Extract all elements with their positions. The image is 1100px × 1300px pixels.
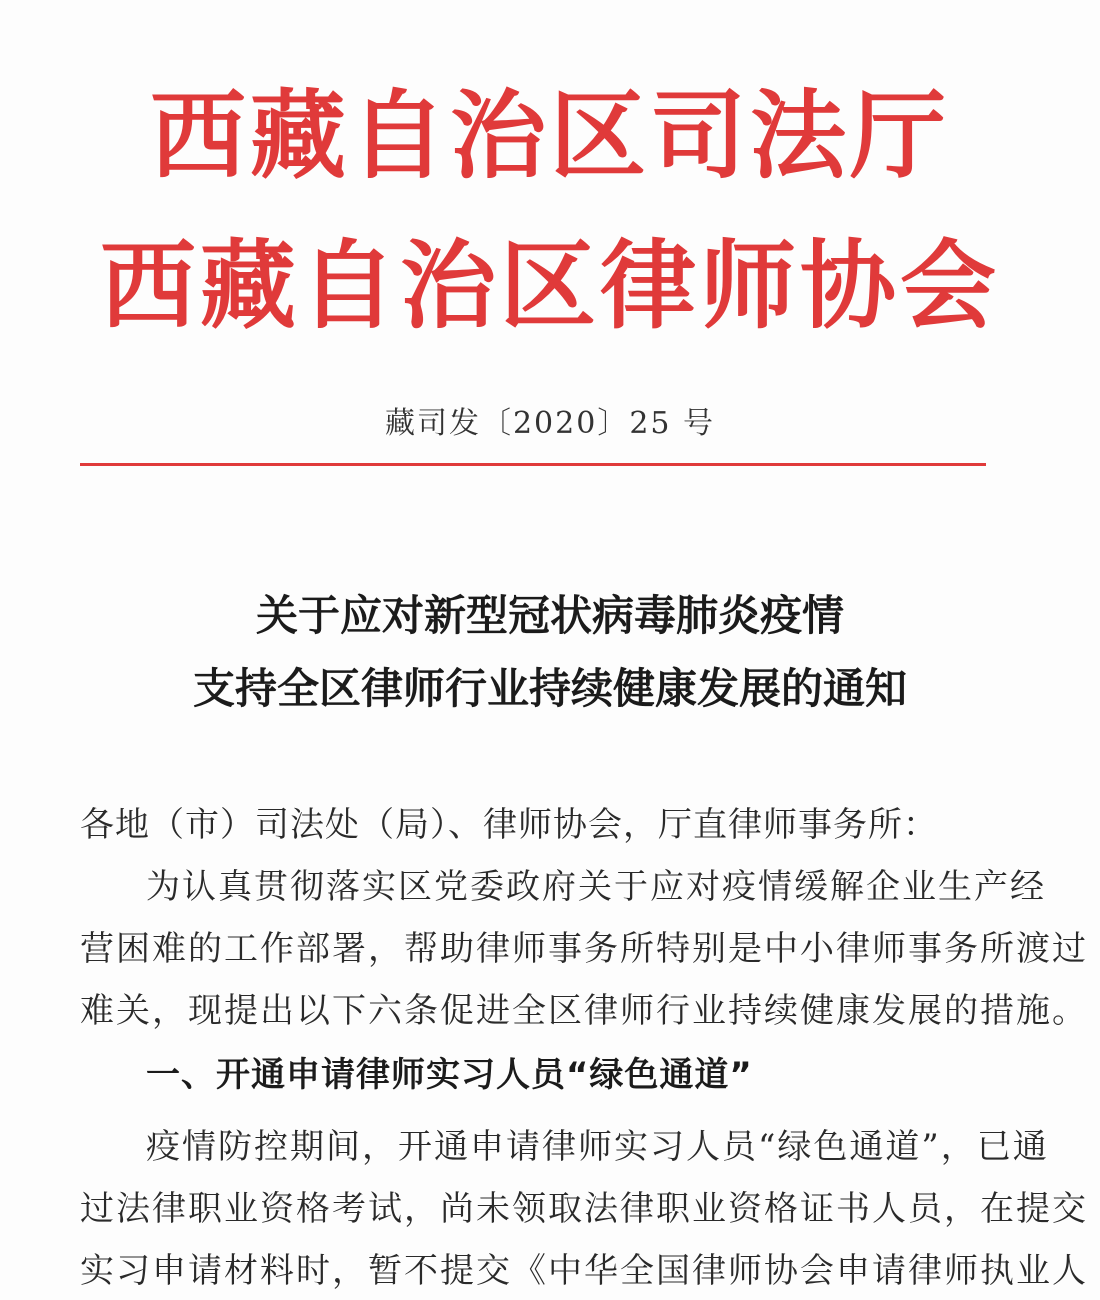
document-title-line-2: 支持全区律师行业持续健康发展的通知 bbox=[192, 664, 907, 713]
paragraph-1-line-1: 为认真贯彻落实区党委政府关于应对疫情缓解企业生产经 bbox=[146, 867, 1046, 907]
paragraph-1-line-2: 营困难的工作部署，帮助律师事务所特别是中小律师事务所渡过 bbox=[80, 929, 1088, 969]
document-title-line-1: 关于应对新型冠状病毒肺炎疫情 bbox=[255, 591, 844, 640]
section-1-heading: 一、开通申请律师实习人员“绿色通道” bbox=[146, 1055, 753, 1095]
paragraph-2-line-1: 疫情防控期间，开通申请律师实习人员“绿色通道”，已通 bbox=[146, 1127, 1049, 1167]
addressee-line: 各地（市）司法处（局）、律师协会，厅直律师事务所： bbox=[80, 805, 938, 845]
issuer-header-line-1: 西藏自治区司法厅 bbox=[150, 80, 950, 192]
paragraph-2-line-2: 过法律职业资格考试，尚未领取法律职业资格证书人员，在提交 bbox=[80, 1189, 1088, 1229]
issuer-header-line-2: 西藏自治区律师协会 bbox=[100, 230, 1000, 342]
paragraph-1-line-3: 难关，现提出以下六条促进全区律师行业持续健康发展的措施。 bbox=[80, 991, 1088, 1031]
red-divider-rule bbox=[80, 463, 986, 466]
paragraph-2-line-3: 实习申请材料时，暂不提交《中华全国律师协会申请律师执业人 bbox=[80, 1251, 1088, 1291]
document-number: 藏司发〔2020〕25 号 bbox=[384, 406, 716, 441]
